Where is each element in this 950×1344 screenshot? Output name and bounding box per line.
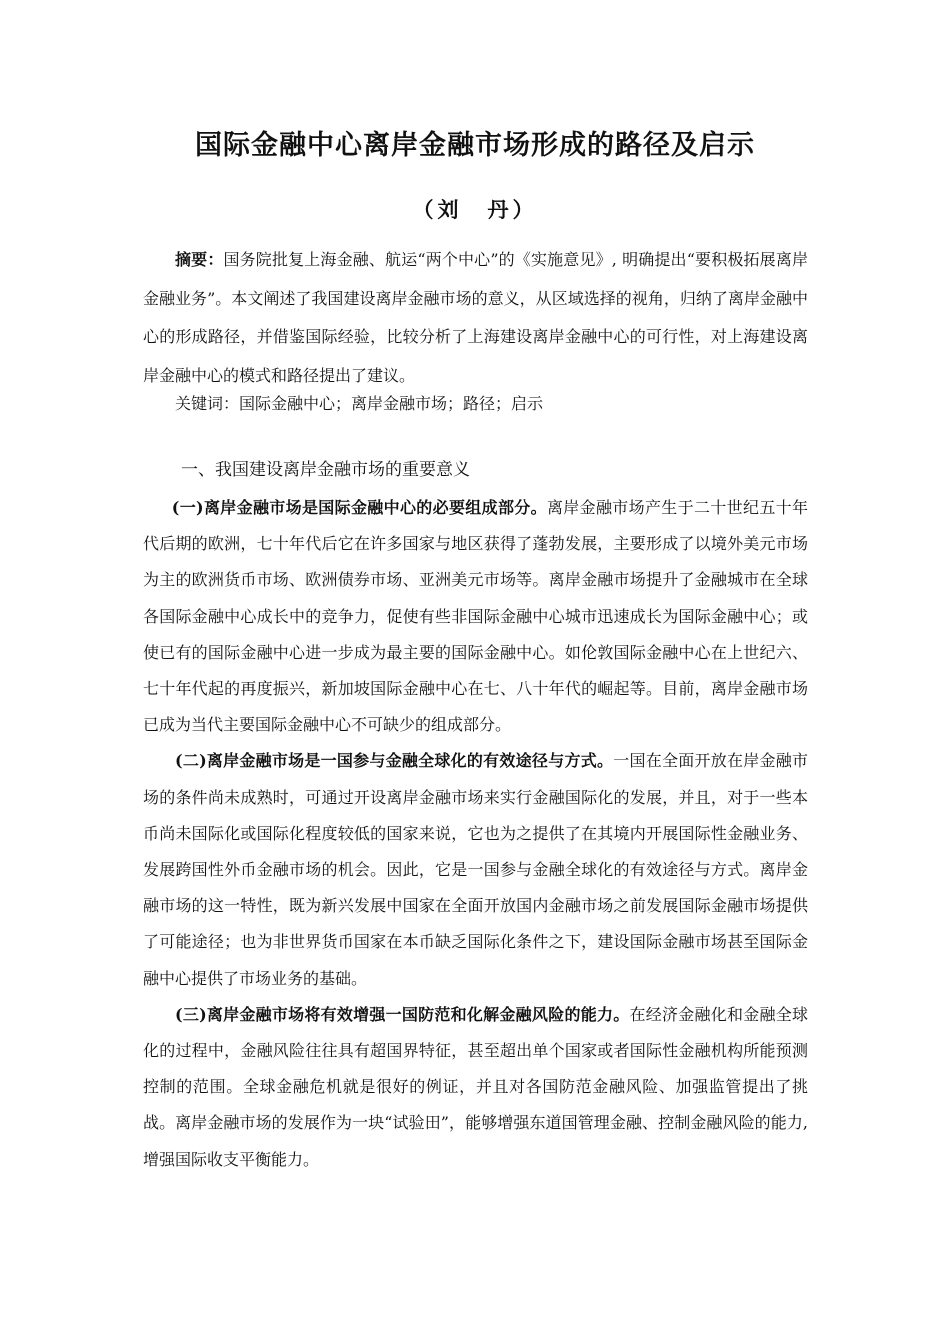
keywords-label: 关键词： xyxy=(175,394,240,413)
abstract-label: 摘要： xyxy=(175,250,224,269)
section-body xyxy=(143,490,808,1178)
keywords-text: 国际金融中心；离岸金融市场；路径；启示 xyxy=(239,394,544,413)
abstract-paragraph xyxy=(143,241,808,395)
section-paragraph-3 xyxy=(143,997,808,1178)
keywords-paragraph xyxy=(143,389,808,419)
paragraph-text: 在经济金融化和金融全球化的过程中，金融风险往往具有超国界特征，甚至超出单个国家或者国际性金融机构所能预测控制的范围。全球金融危机就是很好的例证，并且对各国防范金融风险、加强监管提出了挑战。离岸金融市场的发展作为一块“试验田”，能够增强东道国管理金融、控制金融风险的能力, 增强国际收支平衡能力。 xyxy=(143,1004,808,1169)
section-paragraph-1 xyxy=(143,490,808,743)
section-paragraph-2 xyxy=(143,743,808,996)
paragraph-lead: (三)离岸金融市场将有效增强一国防范和化解金融风险的能力。 xyxy=(175,1004,630,1024)
paragraph-lead: (一)离岸金融市场是国际金融中心的必要组成部分。 xyxy=(171,498,547,517)
paragraph-text: 一国在全面开放在岸金融市场的条件尚未成熟时，可通过开设离岸金融市场来实行金融国际化的发展，并且，对于一些本币尚未国际化或国际化程度较低的国家来说，它也为之提供了在其境内开展国际性金融业务、发展跨国性外币金融市场的机会。因此，它是一国参与金融全球化的有效途径与方式。离岸金融市场的这一特性，既为新兴发展中国家在全面开放国内金融市场之前发展国际金融市场提供了可能途径；也为非世界货币国家在本币缺乏国际化条件之下，建设国际金融市场甚至国际金融中心提供了市场业务的基础。 xyxy=(143,751,808,988)
abstract-text: 国务院批复上海金融、航运“两个中心”的《实施意见》, 明确提出“要积极拓展离岸金融业务”。本文阐述了我国建设离岸金融市场的意义，从区域选择的视角，归纳了离岸金融中心的形成路径，并借鉴国际经验，比较分析了上海建设离岸金融中心的可行性，对上海建设离岸金融中心的模式和路径提出了建议。 xyxy=(143,250,808,385)
abstract-block xyxy=(143,241,808,395)
paragraph-lead: (二)离岸金融市场是一国参与金融全球化的有效途径与方式。 xyxy=(175,751,614,771)
keywords-block xyxy=(143,389,808,419)
section-heading: 一、我国建设离岸金融市场的重要意义 xyxy=(181,460,470,480)
author-line: （刘 丹） xyxy=(412,197,538,222)
document-title: 国际金融中心离岸金融市场形成的路径及启示 xyxy=(195,130,755,161)
paragraph-text: 离岸金融市场产生于二十世纪五十年代后期的欧洲，七十年代后它在许多国家与地区获得了蓬勃发展，主要形成了以境外美元市场为主的欧洲货币市场、欧洲债券市场、亚洲美元市场等。离岸金融市场提升了金融城市在全球各国际金融中心成长中的竞争力，促使有些非国际金融中心城市迅速成长为国际金融中心；或使已有的国际金融中心进一步成为最主要的国际金融中心。如伦敦国际金融中心在上世纪六、七十年代起的再度振兴，新加坡国际金融中心在七、八十年代的崛起等。目前，离岸金融市场已成为当代主要国际金融中心不可缺少的组成部分。 xyxy=(143,498,808,735)
